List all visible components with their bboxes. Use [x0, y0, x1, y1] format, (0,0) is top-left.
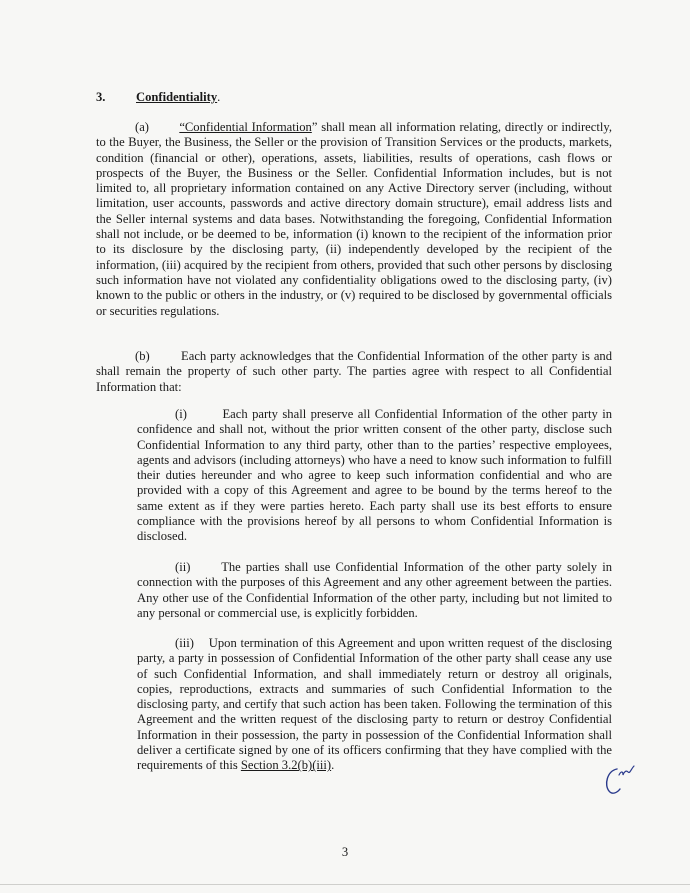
page-bottom-edge: [0, 884, 690, 885]
section-number: 3.: [96, 90, 106, 104]
section-title-period: .: [217, 90, 221, 104]
subparagraph-i-label: (i): [175, 407, 187, 421]
defined-term: “Confidential Information: [179, 120, 312, 134]
subparagraph-iii-text: Upon termination of this Agreement and upon written request of the disclosing party, a party in possession of Confidential Information of the other party shall cease any use of such Confidential Information, and shall immediately return or destroy all originals, copies, reproductions, extracts and summaries of such Confidential Information to the disclosing party, and certify that such action has been taken. Following the termination of this Agreement and the written request of the disclosing party to return or destroy Confidential Information in their possession, the party in possession of the Confidential Information shall deliver a certificate signed by one of its officers confirming that they have complied with the requirements of this: [137, 636, 612, 773]
paragraph-a: [96, 120, 612, 319]
subparagraph-iii-period: .: [331, 758, 335, 773]
subparagraph-ii: [137, 560, 612, 621]
page-number: 3: [341, 845, 349, 859]
paragraph-a-text: ” shall mean all information relating, directly or indirectly, to the Buyer, the Business, the Seller or the provision of Transition Services or the products, markets, condition (financial or other), operations, assets, liabilities, results of operations, cash flows or prospects of the Buyer, the Business or the Seller. Confidential Information includes, but is not limited to, all proprietary information contained on any Active Directory server (including, without limitation, user accounts, passwords and active directory domain structure), email address lists and the Seller internal systems and data bases. Notwithstanding the foregoing, Confidential Information shall not include, or be deemed to be, information (i) known to the recipient of the information prior to its disclosure by the disclosing party, (ii) independently developed by the recipient of the information, (iii) acquired by the recipient from others, provided that such other persons by disclosing such information have not violated any confidentiality obligations owed to the disclosing party, (iv) known to the public or others in the industry, or (v) required to be disclosed by governmental officials or securities regulations.: [96, 120, 612, 318]
section-heading: [96, 90, 612, 105]
subparagraph-i: [137, 407, 612, 545]
subparagraph-iii-label: (iii): [175, 636, 194, 650]
section-title: Confidentiality: [136, 90, 218, 104]
paragraph-b-label: (b): [135, 349, 150, 363]
paragraph-b: [96, 349, 612, 395]
paragraph-b-text: Each party acknowledges that the Confidential Information of the other party is and shall remain the property of such other party. The parties agree with respect to all Confidential Information that:: [96, 349, 613, 394]
section-reference: Section 3.2(b)(iii): [240, 758, 332, 773]
subparagraph-ii-text: The parties shall use Confidential Information of the other party solely in connection with the purposes of this Agreement and any other agreement between the parties. Any other use of the Confidential Information of the other party, including but not limited to any personal or commercial use, is explicitly forbidden.: [137, 560, 612, 620]
handwritten-initials: [601, 763, 637, 799]
paragraph-a-label: (a): [135, 120, 149, 134]
subparagraph-iii: [137, 636, 612, 774]
subparagraph-i-text: Each party shall preserve all Confidential Information of the other party in confidence and shall not, without the prior written consent of the other party, disclose such Confidential Information to any third party, other than to the parties’ respective employees, agents and advisors (including attorneys) who have a need to know such information to fulfill their duties hereunder and who agree to keep such information confidential and who are provided with a copy of this Agreement and agree to be bound by the terms hereof to the same extent as if they were parties hereto. Each party shall use its best efforts to ensure compliance with the provisions hereof by all persons to whom Confidential Information is disclosed.: [137, 407, 612, 544]
subparagraph-ii-label: (ii): [175, 560, 191, 574]
